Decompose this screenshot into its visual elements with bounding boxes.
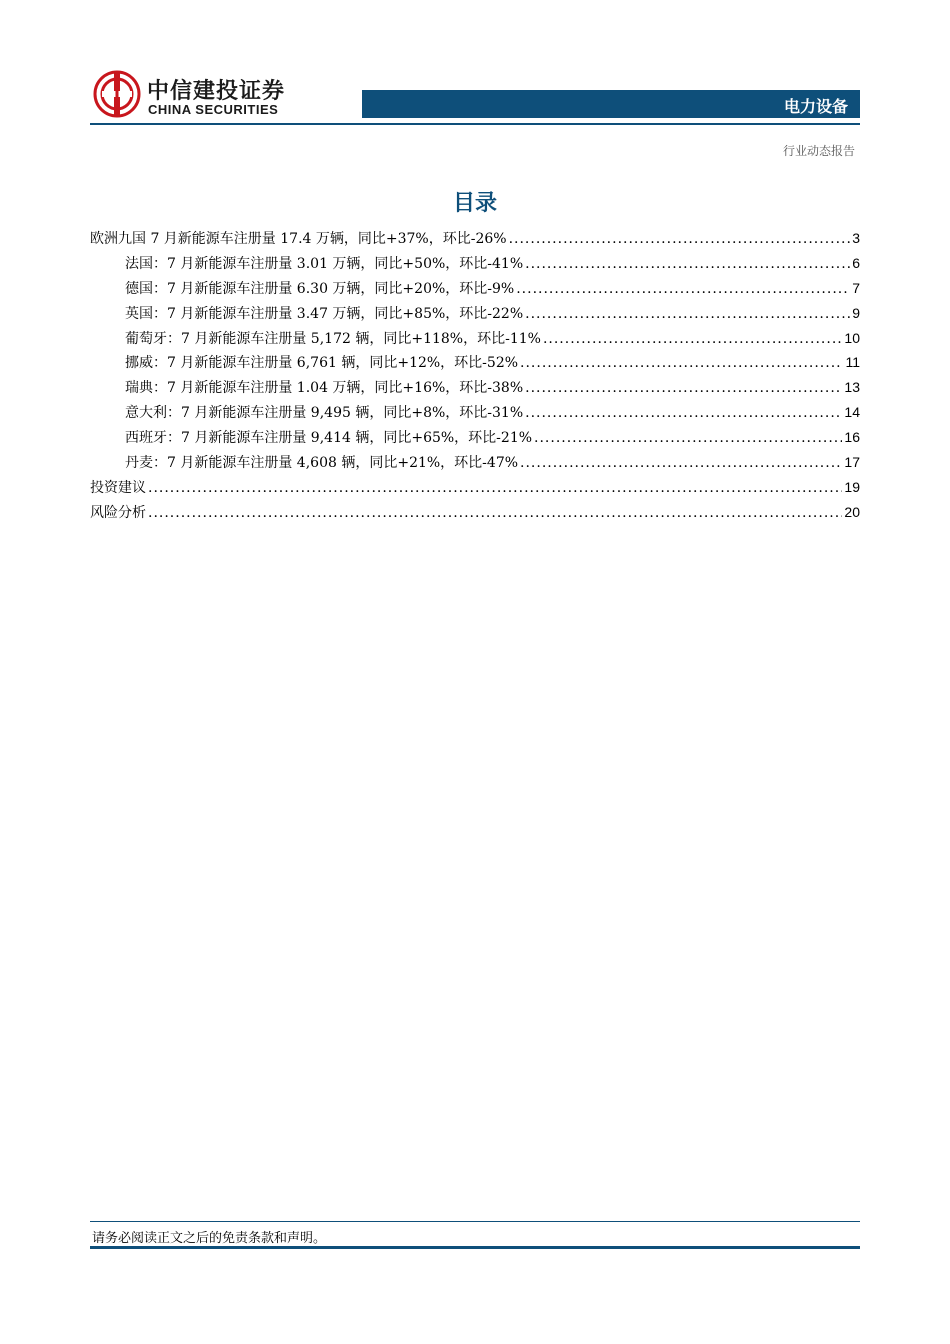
toc-entry-page: 10	[844, 329, 860, 346]
toc-entry-page: 9	[852, 304, 860, 321]
table-of-contents	[90, 228, 860, 527]
footer-disclaimer: 请务必阅读正文之后的免责条款和声明。	[92, 1231, 327, 1246]
toc-entry-title: 丹麦：7 月新能源车注册量 4,608 辆，同比+21%，环比-47%	[125, 455, 519, 472]
toc-leader-dots	[148, 480, 842, 496]
toc-entry-title: 风险分析	[90, 504, 146, 521]
toc-entry-title: 西班牙：7 月新能源车注册量 9,414 辆，同比+65%，环比-21%	[125, 430, 533, 447]
header-divider	[90, 123, 860, 125]
toc-entry-page: 13	[844, 379, 860, 396]
toc-leader-dots	[525, 256, 850, 272]
toc-entry[interactable]	[90, 452, 860, 477]
toc-entry-title: 挪威：7 月新能源车注册量 6,761 辆，同比+12%，环比-52%	[125, 355, 519, 372]
toc-leader-dots	[509, 231, 851, 247]
toc-entry-page: 7	[852, 279, 860, 296]
logo-english-name: CHINA SECURITIES	[148, 102, 279, 117]
toc-entry[interactable]	[90, 502, 860, 527]
footer-divider-bottom	[90, 1246, 860, 1249]
toc-entry-page: 3	[852, 230, 860, 246]
toc-entry[interactable]	[90, 427, 860, 452]
toc-title: 目录	[452, 191, 497, 216]
china-securities-logo-icon	[93, 70, 141, 118]
toc-leader-dots	[520, 355, 843, 371]
toc-leader-dots	[525, 405, 842, 421]
company-logo	[93, 70, 313, 122]
toc-leader-dots	[525, 306, 850, 322]
toc-entry[interactable]	[90, 278, 860, 303]
footer-divider-top	[90, 1221, 860, 1222]
toc-entry-page: 14	[844, 404, 860, 421]
toc-leader-dots	[534, 430, 842, 446]
toc-entry-page: 19	[844, 478, 860, 495]
toc-entry-title: 瑞典：7 月新能源车注册量 1.04 万辆，同比+16%，环比-38%	[125, 380, 524, 397]
toc-leader-dots	[516, 281, 850, 297]
toc-entry[interactable]	[90, 328, 860, 353]
toc-entry-page: 17	[844, 454, 860, 471]
toc-entry[interactable]	[90, 228, 860, 253]
toc-entry-title: 葡萄牙：7 月新能源车注册量 5,172 辆，同比+118%，环比-11%	[125, 330, 541, 347]
toc-entry-title: 英国：7 月新能源车注册量 3.47 万辆，同比+85%，环比-22%	[125, 305, 524, 322]
toc-entry-title: 欧洲九国 7 月新能源车注册量 17.4 万辆，同比+37%，环比-26%	[90, 231, 507, 247]
toc-entry[interactable]	[90, 377, 860, 402]
toc-entry-page: 11	[845, 354, 860, 371]
sector-banner	[362, 90, 860, 118]
toc-entry[interactable]	[90, 303, 860, 328]
toc-entry-page: 20	[844, 503, 860, 520]
toc-entry-title: 法国：7 月新能源车注册量 3.01 万辆，同比+50%，环比-41%	[125, 255, 524, 272]
toc-entry[interactable]	[90, 477, 860, 502]
toc-entry[interactable]	[90, 402, 860, 427]
toc-leader-dots	[525, 380, 842, 396]
sector-label: 电力设备	[783, 97, 848, 116]
toc-entry[interactable]	[90, 352, 860, 377]
toc-entry[interactable]	[90, 253, 860, 278]
toc-entry-title: 意大利：7 月新能源车注册量 9,495 辆，同比+8%，环比-31%	[125, 405, 524, 422]
toc-entry-title: 德国：7 月新能源车注册量 6.30 万辆，同比+20%，环比-9%	[125, 280, 515, 297]
toc-entry-page: 6	[852, 254, 860, 271]
report-type-label: 行业动态报告	[782, 144, 855, 158]
toc-leader-dots	[543, 331, 842, 347]
toc-leader-dots	[148, 505, 842, 521]
toc-leader-dots	[520, 455, 842, 471]
logo-chinese-name: 中信建投证券	[147, 79, 286, 104]
toc-entry-page: 16	[844, 429, 860, 446]
toc-entry-title: 投资建议	[90, 479, 146, 496]
